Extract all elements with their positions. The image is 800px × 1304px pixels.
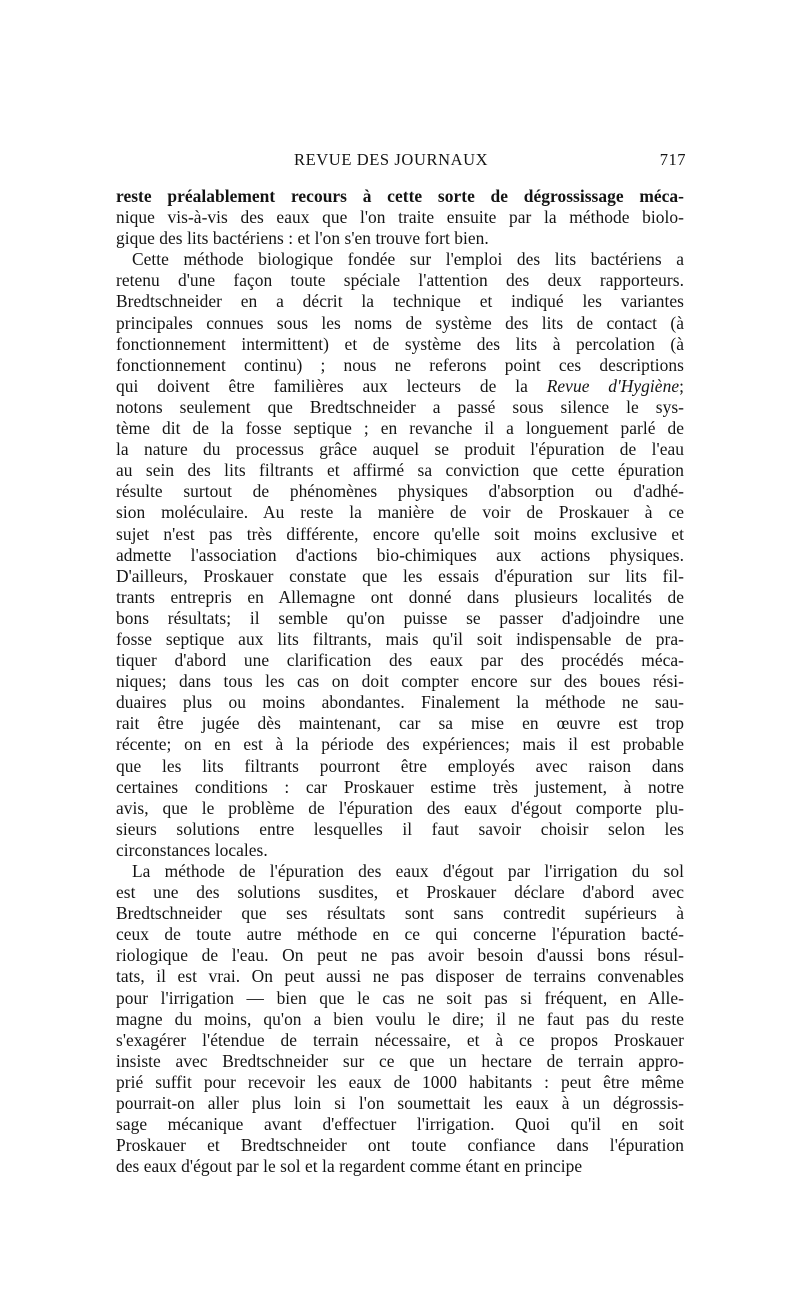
text-line: la nature du processus grâce auquel se produit l'épuration de l'eau: [116, 439, 684, 460]
text-line: tats, il est vrai. On peut aussi ne pas disposer de terrains convenables: [116, 966, 684, 987]
text-line: est une des solutions susdites, et Proskauer déclare d'abord avec: [116, 882, 684, 903]
text-line: sion moléculaire. Au reste la manière de voir de Proskauer à ce: [116, 502, 684, 523]
page-number: 717: [659, 150, 686, 169]
text-line: principales connues sous les noms de système des lits de contact (à: [116, 312, 684, 333]
text-line: ceux de toute autre méthode en ce qui concerne l'épuration bacté-: [116, 924, 684, 945]
text-line: récente; on en est à la période des expériences; mais il est probable: [116, 734, 684, 755]
paragraph: [116, 186, 684, 249]
text-line: sage mécanique avant d'effectuer l'irrigation. Quoi qu'il en soit: [116, 1114, 684, 1135]
text-line: Proskauer et Bredtschneider ont toute confiance dans l'épuration: [116, 1135, 684, 1156]
text-line: rait être jugée dès maintenant, car sa mise en œuvre est trop: [116, 713, 684, 734]
text-line: Cette méthode biologique fondée sur l'emploi des lits bactériens a: [132, 249, 684, 270]
text-line: D'ailleurs, Proskauer constate que les essais d'épuration sur lits fil-: [116, 565, 684, 586]
text-line: trants entrepris en Allemagne ont donné dans plusieurs localités de: [116, 586, 684, 607]
body-text: [116, 186, 684, 1177]
text-line: nique vis-à-vis des eaux que l'on traite ensuite par la méthode biolo-: [116, 207, 684, 228]
text-line: magne du moins, qu'on a bien voulu le dire; il ne faut pas du reste: [116, 1008, 684, 1029]
text-line: reste préalablement recours à cette sorte de dégrossissage méca-: [116, 186, 684, 206]
page: [116, 150, 684, 1177]
text-line: retenu d'une façon toute spéciale l'attention des deux rapporteurs.: [116, 270, 684, 291]
journal-title: Revue d'Hygiène: [546, 375, 680, 396]
text-line: pour l'irrigation — bien que le cas ne soit pas si fréquent, en Alle-: [116, 987, 684, 1008]
text-line: sieurs solutions entre lesquelles il faut savoir choisir selon les: [116, 818, 684, 839]
text-line: duaires plus ou moins abondantes. Finalement la méthode ne sau-: [116, 692, 684, 713]
text-line: au sein des lits filtrants et affirmé sa conviction que cette épuration: [116, 460, 684, 481]
text-line: prié suffit pour recevoir les eaux de 1000 habitants : peut être même: [116, 1071, 684, 1092]
text-line: avis, que le problème de l'épuration des eaux d'égout comporte plu-: [116, 797, 684, 818]
text-line: fonctionnement intermittent) et de système des lits à percolation (à: [116, 333, 684, 354]
text-line: résulte surtout de phénomènes physiques d'absorption ou d'adhé-: [116, 481, 684, 502]
text-line: sujet n'est pas très différente, encore qu'elle soit moins exclusive et: [116, 523, 684, 544]
text-line: pourrait-on aller plus loin si l'on soumettait les eaux à un dégrossis-: [116, 1093, 684, 1114]
text-line: bons résultats; il semble qu'on puisse se passer d'adjoindre une: [116, 607, 684, 628]
running-header: [116, 150, 684, 180]
text-line: des eaux d'égout par le sol et la regardent comme étant en principe: [116, 1156, 583, 1177]
text-line: niques; dans tous les cas on doit compter encore sur des boues rési-: [116, 671, 684, 692]
text-line: riologique de l'eau. On peut ne pas avoir besoin d'aussi bons résul-: [116, 945, 684, 966]
text-line: notons seulement que Bredtschneider a passé sous silence le sys-: [116, 396, 684, 417]
text-line: s'exagérer l'étendue de terrain nécessaire, et à ce propos Proskauer: [116, 1029, 684, 1050]
text-line: certaines conditions : car Proskauer estime très justement, à notre: [116, 776, 684, 797]
text-line: La méthode de l'épuration des eaux d'égout par l'irrigation du sol: [132, 861, 684, 881]
text-line: tiquer d'abord une clarification des eaux par des procédés méca-: [116, 650, 684, 671]
text-line: Bredtschneider en a décrit la technique et indiqué les variantes: [116, 291, 684, 312]
text-line: que les lits filtrants pourront être employés avec raison dans: [116, 755, 684, 776]
text-line: fosse septique aux lits filtrants, mais qu'il soit indispensable de pra-: [116, 628, 684, 649]
text-line: gique des lits bactériens : et l'on s'en trouve fort bien.: [116, 228, 489, 249]
text-line: admette l'association d'actions bio-chimiques aux actions physiques.: [116, 544, 684, 565]
paragraph: [116, 861, 684, 1177]
text-line: qui doivent être familières aux lecteurs de la Revue d'Hygiène;: [116, 375, 684, 396]
running-title: REVUE DES JOURNAUX: [294, 150, 489, 169]
text-line: fonctionnement continu) ; nous ne referons point ces descriptions: [116, 354, 684, 375]
paragraph: [116, 249, 684, 861]
text-line: insiste avec Bredtschneider sur ce que un hectare de terrain appro-: [116, 1050, 684, 1071]
text-line: circonstances locales.: [116, 839, 268, 860]
text-line: tème dit de la fosse septique ; en revanche il a longuement parlé de: [116, 418, 684, 439]
text-line: Bredtschneider que ses résultats sont sans contredit supérieurs à: [116, 903, 684, 924]
